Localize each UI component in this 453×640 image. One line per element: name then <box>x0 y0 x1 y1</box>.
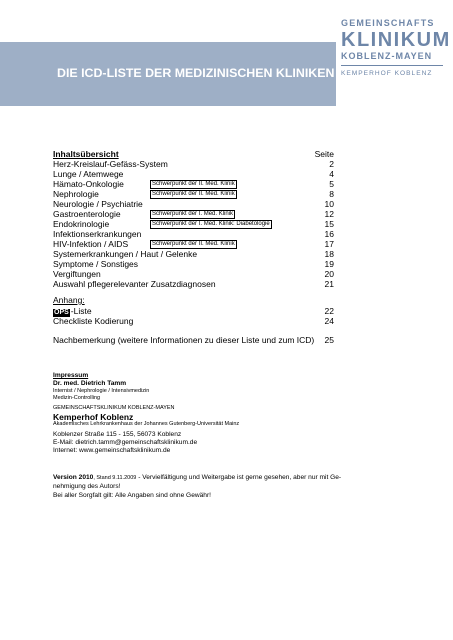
toc-item-ops[interactable] <box>53 306 334 316</box>
toc-item-page: 2 <box>329 159 334 169</box>
toc-item-page: 20 <box>324 269 334 279</box>
toc-item-label: Herz-Kreislauf-Gefäss-System <box>53 159 168 169</box>
toc-item-label: Gastroenterologie <box>53 209 121 219</box>
logo-line3: KOBLENZ-MAYEN <box>341 51 433 61</box>
toc-item[interactable] <box>53 269 334 279</box>
logo-line2: KLINIKUM <box>341 29 451 51</box>
toc-item-page: 24 <box>324 316 334 326</box>
hospital-logo <box>341 18 449 77</box>
toc-page-label: Seite <box>314 149 334 159</box>
toc-item[interactable] <box>53 209 334 219</box>
ops-badge: OPS <box>54 309 69 316</box>
hospital-subtitle: Akademisches Lehrkrankenhaus der Johannes Gutenberg-Universität Mainz <box>53 421 240 427</box>
logo-line1: GEMEINSCHAFTS <box>341 18 435 28</box>
toc-item-page: 15 <box>324 219 334 229</box>
toc-item-page: 5 <box>329 179 334 189</box>
toc-item-page: 22 <box>324 306 334 316</box>
toc-item-page: 4 <box>329 169 334 179</box>
logo-divider <box>341 65 443 66</box>
toc-item-label: Nephrologie <box>53 189 99 199</box>
toc-item-page: 8 <box>329 189 334 199</box>
toc-item-label: Vergiftungen <box>53 269 101 279</box>
toc-item-label: Auswahl pflegerelevanter Zusatzdiagnosen <box>53 279 216 289</box>
toc-item-checklist[interactable] <box>53 316 334 326</box>
organization: GEMEINSCHAFTSKLINIKUM KOBLENZ-MAYEN <box>53 405 175 411</box>
toc-item-page: 17 <box>324 239 334 249</box>
toc-item-label: Neurologie / Psychiatrie <box>53 199 143 209</box>
impressum-title: Impressum <box>53 372 89 379</box>
website[interactable]: Internet: www.gemeinschaftsklinikum.de <box>53 447 171 454</box>
toc-item-page: 21 <box>324 279 334 289</box>
toc-item-page: 25 <box>324 335 334 345</box>
toc-item[interactable] <box>53 159 334 169</box>
version-text-cont: nehmigung des Autors! <box>53 483 121 490</box>
toc-item-label: Systemerkrankungen / Haut / Gelenke <box>53 249 198 259</box>
toc-item[interactable] <box>53 229 334 239</box>
version-label: Version 2010 <box>53 474 94 481</box>
anhang-title: Anhang: <box>53 295 85 305</box>
ops-label: -Liste <box>70 306 92 316</box>
toc-item-note: Schwerpunkt der II. Med. Klinik <box>152 241 235 247</box>
toc-item-page: 19 <box>324 259 334 269</box>
toc-item[interactable] <box>53 279 334 289</box>
toc-item-page: 10 <box>324 199 334 209</box>
toc-item-label: Symptome / Sonstiges <box>53 259 139 269</box>
author-department: Medizin-Controlling <box>53 395 101 401</box>
toc-item[interactable] <box>53 169 334 179</box>
toc-item-label: Endokrinologie <box>53 219 110 229</box>
toc-item[interactable] <box>53 179 334 189</box>
toc-item[interactable] <box>53 249 334 259</box>
toc-item-label: HIV-Infektion / AIDS <box>53 239 129 249</box>
toc-item-note: Schwerpunkt der I. Med. Klinik <box>152 211 234 217</box>
toc-item[interactable] <box>53 259 334 269</box>
toc-item[interactable] <box>53 199 334 209</box>
toc-item[interactable] <box>53 189 334 199</box>
toc-item-label: Lunge / Atemwege <box>53 169 124 179</box>
author-role: Internist / Nephrologie / Intensivmedizin <box>53 388 150 394</box>
version-line <box>53 474 341 482</box>
toc-item-page: 12 <box>324 209 334 219</box>
checklist-label: Checkliste Kodierung <box>53 316 134 326</box>
page-title: DIE ICD-LISTE DER MEDIZINISCHEN KLINIKEN <box>57 66 335 80</box>
version-stand: , Stand 9.11.2009 <box>93 475 137 481</box>
toc-item-nachbemerkung[interactable] <box>53 335 334 345</box>
toc-item[interactable] <box>53 219 334 229</box>
toc-title: Inhaltsübersicht <box>53 149 119 159</box>
version-text: - Vervielfältigung und Weitergabe ist gerne gesehen, aber nur mit Ge- <box>136 474 342 481</box>
logo-footer: KEMPERHOF KOBLENZ <box>341 70 433 77</box>
toc-item-note: Schwerpunkt der II. Med. Klinik <box>152 181 235 187</box>
hospital-name: Kemperhof Koblenz <box>53 412 134 422</box>
toc-item-page: 16 <box>324 229 334 239</box>
toc-item-note: Schwerpunkt der II. Med. Klinik <box>152 191 235 197</box>
toc-item-label: Infektionserkrankungen <box>53 229 142 239</box>
toc-item-label: Hämato-Onkologie <box>53 179 124 189</box>
email[interactable]: E-Mail: dietrich.tamm@gemeinschaftsklinikum.de <box>53 439 198 446</box>
toc-item-page: 18 <box>324 249 334 259</box>
toc-item-note: Schwerpunkt der I. Med. Klinik: Diabetologie <box>152 221 270 227</box>
address: Koblenzer Straße 115 - 155, 56073 Koblenz <box>53 431 182 438</box>
toc-item[interactable] <box>53 239 334 249</box>
nachbemerkung-label: Nachbemerkung (weitere Informationen zu dieser Liste und zum ICD) <box>53 335 315 345</box>
author-name: Dr. med. Dietrich Tamm <box>53 380 127 387</box>
disclaimer: Bei aller Sorgfalt gilt: Alle Angaben sind ohne Gewähr! <box>53 492 211 499</box>
